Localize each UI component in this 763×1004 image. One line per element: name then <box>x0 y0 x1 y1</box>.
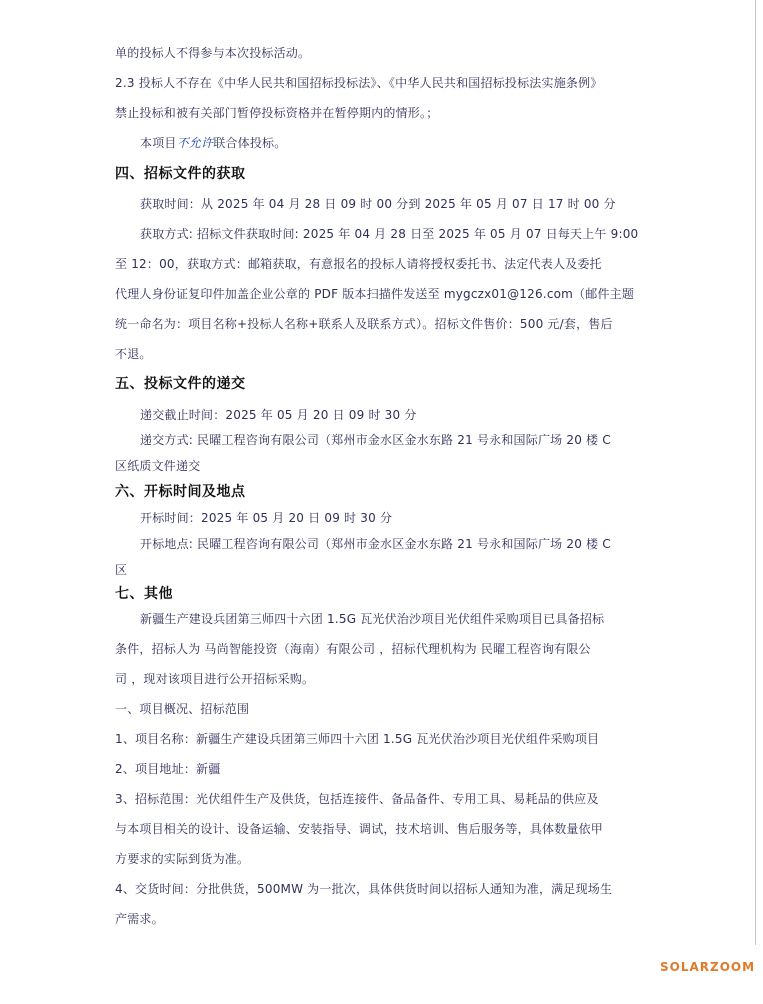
section-heading-6: 六、开标时间及地点 <box>115 484 246 500</box>
text-line: 获取方式: 招标文件获取时间: 2025 年 04 月 28 日至 2025 年 05 月 07 日每天上午 9:00 <box>140 227 639 241</box>
text-line: 2.3 投标人不存在《中华人民共和国招标投标法》、《中华人民共和国招标投标法实施条例》 <box>115 76 603 90</box>
text-line: 统一命名为：项目名称+投标人名称+联系人及联系方式）。招标文件售价：500 元/套，售后 <box>115 317 613 331</box>
section-heading-7: 七、其他 <box>115 586 173 602</box>
solarzoom-watermark: SOLARZOOM <box>660 960 756 974</box>
text-line: 至 12：00，获取方式：邮箱获取，有意报名的投标人请将授权委托书、法定代表人及委托 <box>115 257 602 271</box>
text-line: 区纸质文件递交 <box>115 459 201 473</box>
text-line <box>140 136 286 150</box>
text-line: 3、招标范围：光伏组件生产及供货，包括连接件、备品备件、专用工具、易耗品的供应及 <box>115 792 599 806</box>
text-line: 获取时间：从 2025 年 04 月 28 日 09 时 00 分到 2025 年 05 月 07 日 17 时 00 分 <box>140 197 616 211</box>
text-line: 不退。 <box>115 347 152 361</box>
text-span: 联合体投标。 <box>213 136 287 150</box>
section-heading-4: 四、招标文件的获取 <box>115 166 246 182</box>
emphasis-text: 不允许 <box>176 136 214 150</box>
text-line: 4、交货时间：分批供货，500MW 为一批次，具体供货时间以招标人通知为准，满足现场生 <box>115 882 613 896</box>
text-line: 单的投标人不得参与本次投标活动。 <box>115 46 311 60</box>
text-line: 1、项目名称：新疆生产建设兵团第三师四十六团 1.5G 瓦光伏治沙项目光伏组件采购项目 <box>115 732 600 746</box>
text-line: 新疆生产建设兵团第三师四十六团 1.5G 瓦光伏治沙项目光伏组件采购项目已具备招标 <box>140 612 605 626</box>
text-line: 与本项目相关的设计、设备运输、安装指导、调试，技术培训、售后服务等，具体数量依甲 <box>115 822 604 836</box>
text-span: 本项目 <box>140 136 177 150</box>
section-heading-5: 五、投标文件的递交 <box>115 376 246 392</box>
text-line: 方要求的实际到货为准。 <box>115 852 250 866</box>
text-line: 区 <box>115 563 128 577</box>
text-line: 一、项目概况、招标范围 <box>115 702 250 716</box>
text-line: 开标地点: 民曜工程咨询有限公司（郑州市金水区金水东路 21 号永和国际广场 20 楼 C <box>140 537 611 551</box>
text-line: 2、项目地址：新疆 <box>115 762 221 776</box>
text-line: 司 ，现对该项目进行公开招标采购。 <box>115 672 315 686</box>
text-line: 代理人身份证复印件加盖企业公章的 PDF 版本扫描件发送至 mygczx01@126.com（邮件主题 <box>115 287 635 301</box>
text-line: 产需求。 <box>115 912 164 926</box>
text-line: 递交方式: 民曜工程咨询有限公司（郑州市金水区金水东路 21 号永和国际广场 20 楼 C <box>140 433 611 447</box>
text-line: 开标时间：2025 年 05 月 20 日 09 时 30 分 <box>140 511 393 525</box>
text-line: 递交截止时间：2025 年 05 月 20 日 09 时 30 分 <box>140 408 417 422</box>
text-line: 条件，招标人为 马尚智能投资（海南）有限公司 ，招标代理机构为 民曜工程咨询有限公 <box>115 642 591 656</box>
text-line: 禁止投标和被有关部门暂停投标资格并在暂停期内的情形。； <box>115 106 439 120</box>
